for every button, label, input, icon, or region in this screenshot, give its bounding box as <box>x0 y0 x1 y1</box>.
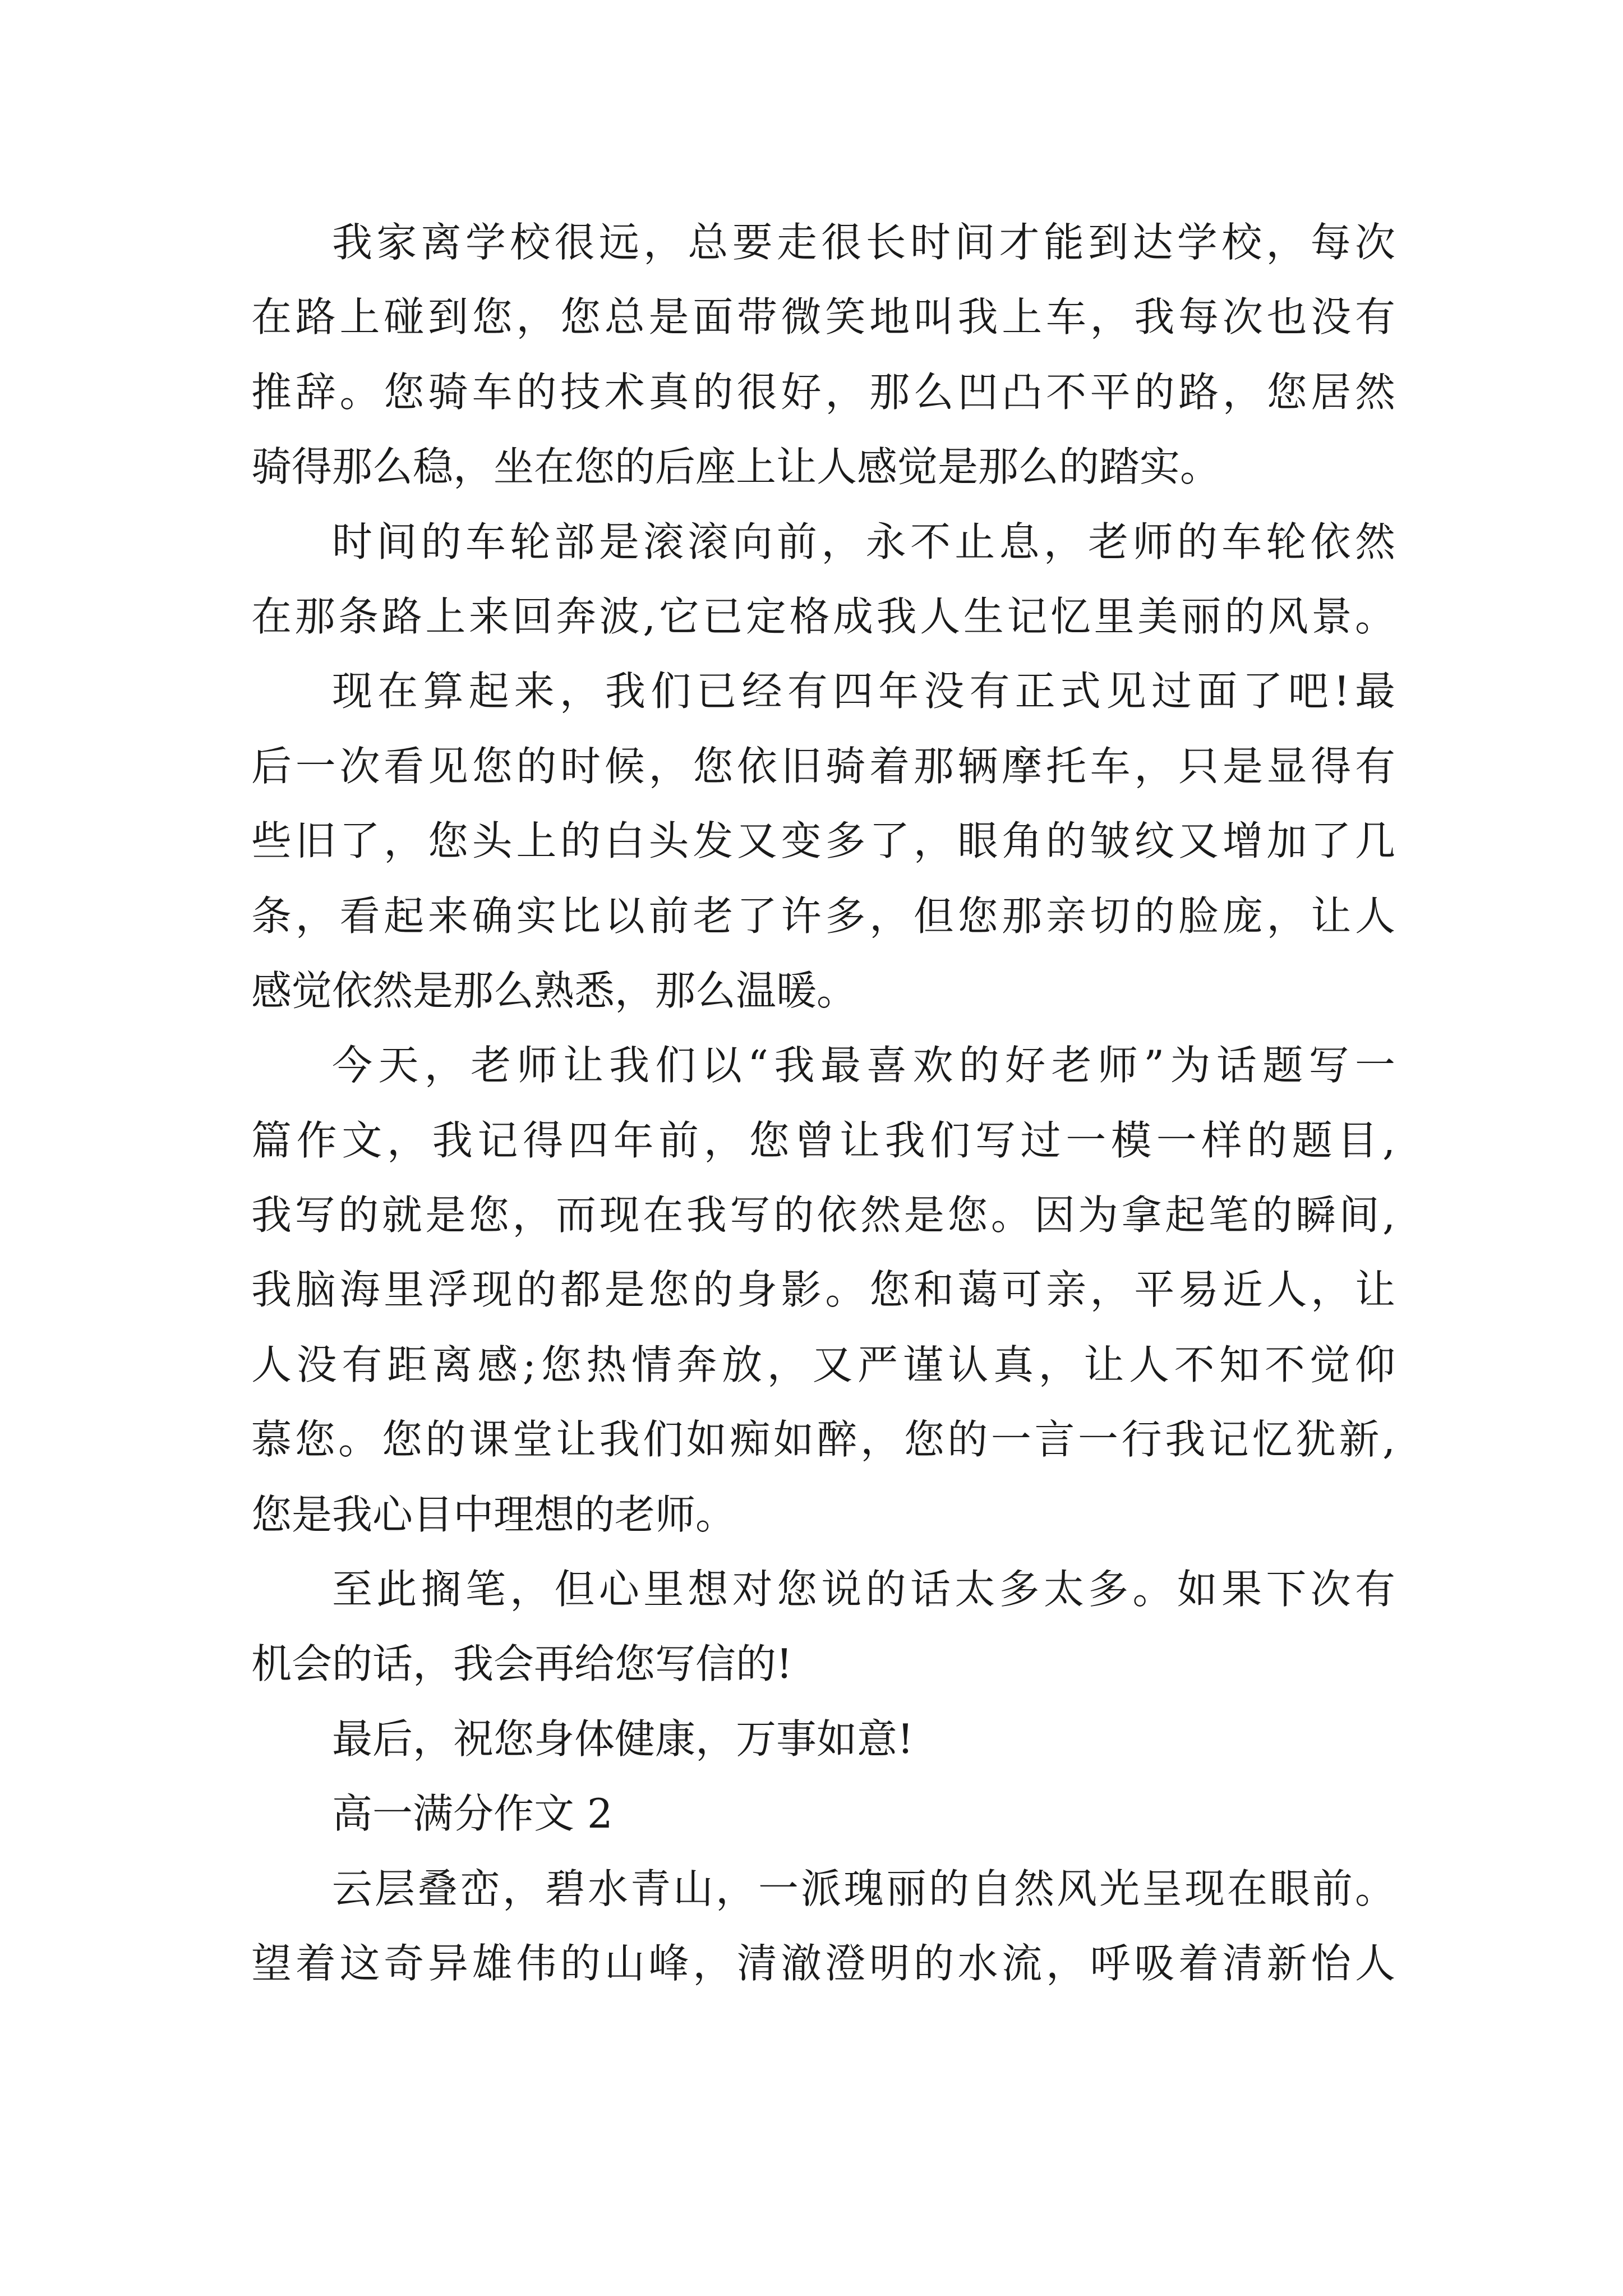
text-line <box>251 879 1395 954</box>
text-line <box>251 1552 1395 1627</box>
text-line: 最后，祝您身体健康，万事如意! <box>332 1715 914 1763</box>
text-line <box>251 1103 1395 1178</box>
text-line <box>251 505 1395 579</box>
text-line: 您是我心目中理想的老师。 <box>251 1490 736 1538</box>
text-line <box>251 205 1395 280</box>
text-line <box>251 355 1395 430</box>
text-line-content: 现在算起来，我们已经有四年没有正式见过面了吧!最 <box>332 668 1395 715</box>
text-line-content: 推辞。您骑车的技术真的很好，那么凹凸不平的路，您居然 <box>251 368 1395 416</box>
text-line-content: 望着这奇异雄伟的山峰，清澈澄明的水流，呼吸着清新怡人 <box>251 1939 1395 1987</box>
text-line-content: 我写的就是您，而现在我写的依然是您。因为拿起笔的瞬间, <box>251 1191 1395 1239</box>
text-line <box>251 804 1395 878</box>
text-line-content: 云层叠峦，碧水青山，一派瑰丽的自然风光呈现在眼前。 <box>332 1865 1395 1912</box>
text-line <box>251 1178 1395 1253</box>
text-line <box>251 1402 1395 1477</box>
text-line <box>251 654 1395 729</box>
text-line <box>251 1028 1395 1103</box>
text-line: 高一满分作文 2 <box>332 1790 613 1838</box>
text-line-content: 在路上碰到您，您总是面带微笑地叫我上车，我每次也没有 <box>251 293 1395 341</box>
text-line: 感觉依然是那么熟悉，那么温暖。 <box>251 967 857 1014</box>
text-line: 机会的话，我会再给您写信的! <box>251 1640 792 1688</box>
text-line-content: 至此搁笔，但心里想对您说的话太多太多。如果下次有 <box>332 1566 1395 1613</box>
text-line-content: 在那条路上来回奔波,它已定格成我人生记忆里美丽的风景。 <box>251 592 1395 640</box>
text-line-content: 慕您。您的课堂让我们如痴如醉，您的一言一行我记忆犹新, <box>251 1416 1395 1464</box>
text-line-content: 时间的车轮部是滚滚向前，永不止息，老师的车轮依然 <box>332 518 1395 565</box>
text-line <box>251 729 1395 804</box>
text-line-content: 我家离学校很远，总要走很长时间才能到达学校，每次 <box>332 219 1395 266</box>
text-line-content: 篇作文，我记得四年前，您曾让我们写过一模一样的题目, <box>251 1116 1395 1164</box>
text-line-content: 我脑海里浮现的都是您的身影。您和蔼可亲，平易近人，让 <box>251 1266 1395 1314</box>
text-line-content: 些旧了，您头上的白头发又变多了，眼角的皱纹又增加了几 <box>251 817 1395 865</box>
text-line <box>251 280 1395 355</box>
text-line <box>251 1253 1395 1327</box>
text-line-content: 条，看起来确实比以前老了许多，但您那亲切的脸庞，让人 <box>251 892 1395 940</box>
text-line-content: 后一次看见您的时候，您依旧骑着那辆摩托车，只是显得有 <box>251 742 1395 790</box>
text-line <box>251 579 1395 654</box>
text-line-content: 人没有距离感;您热情奔放，又严谨认真，让人不知不觉仰 <box>251 1341 1395 1388</box>
text-line: 骑得那么稳，坐在您的后座上让人感觉是那么的踏实。 <box>251 443 1221 491</box>
text-line <box>251 1852 1395 1926</box>
text-line-content: 今天，老师让我们以“我最喜欢的好老师”为话题写一 <box>332 1042 1395 1089</box>
document-body <box>251 205 1395 2001</box>
text-line <box>251 1328 1395 1402</box>
text-line <box>251 1926 1395 2001</box>
